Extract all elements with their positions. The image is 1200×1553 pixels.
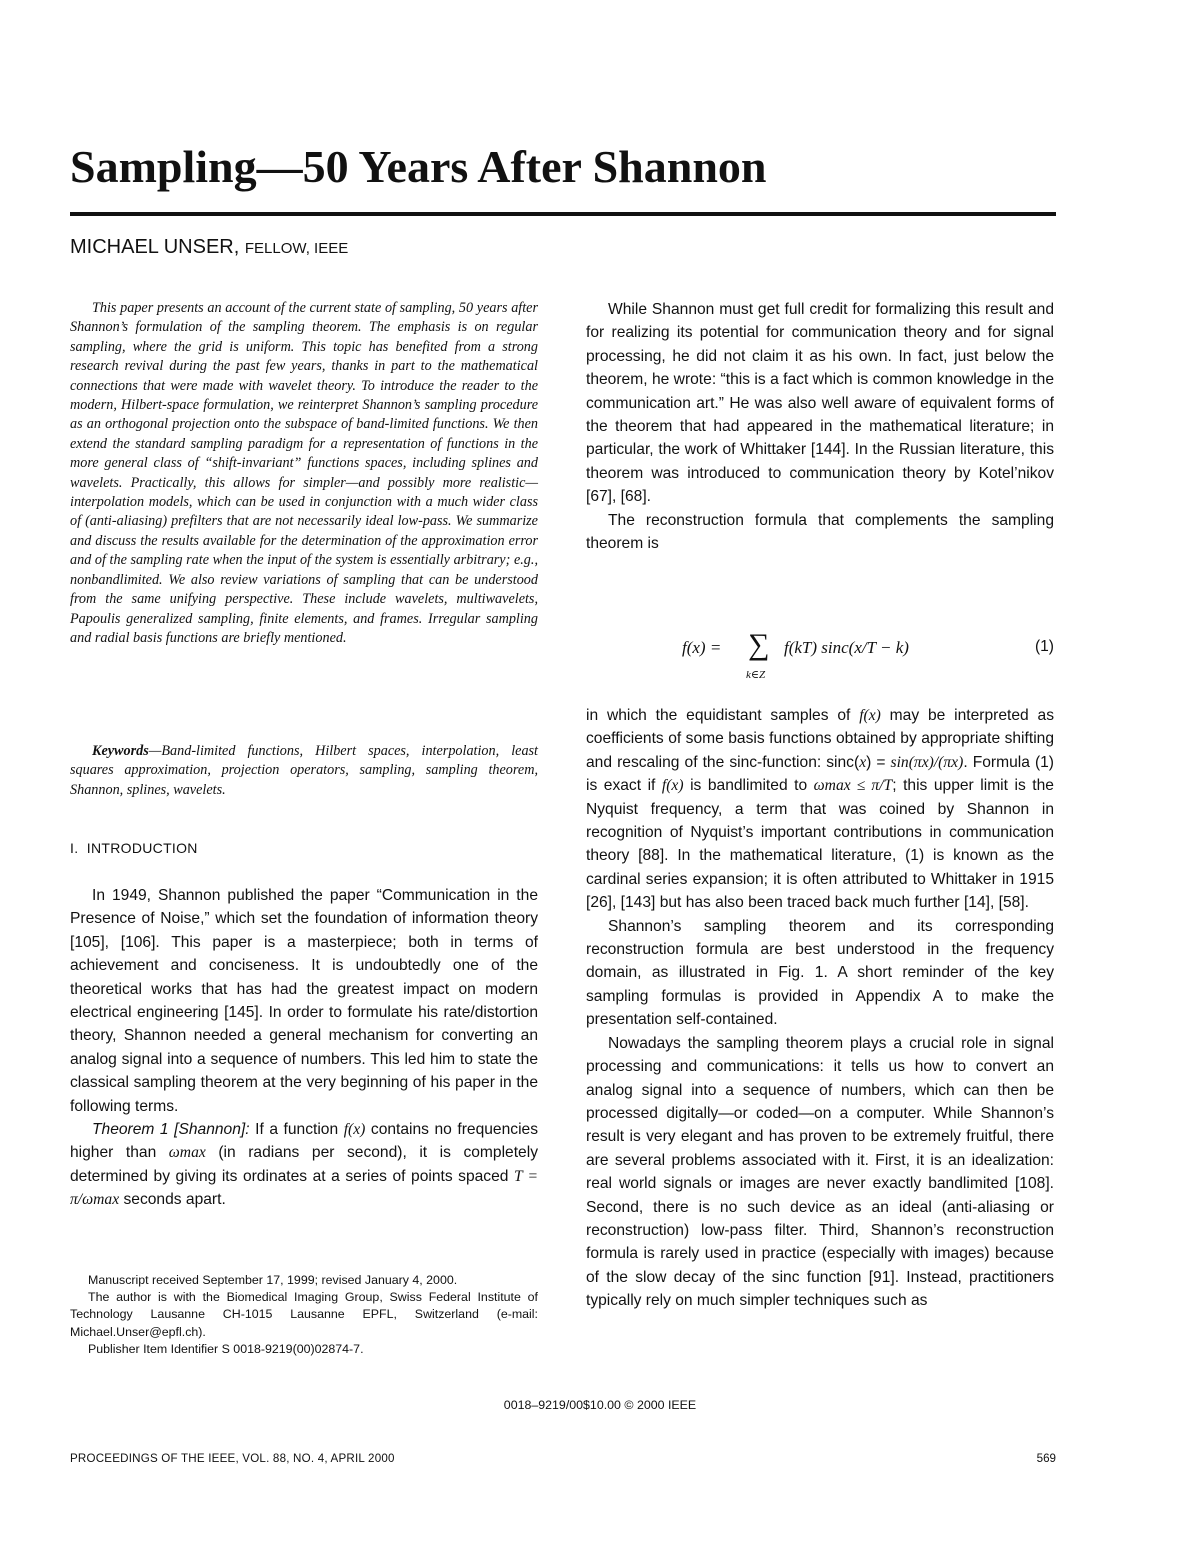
keywords-text: —Band-limited functions, Hilbert spaces, interpolation, least squares approximation, projection operators, sampling, sampling theorem, Shannon, splines, wavelets. <box>70 743 538 798</box>
theorem-text-c: (in radians per second), it is completely determined by giving its ordinates at a series of points spaced <box>70 1144 538 1185</box>
theorem-text-a: If a function <box>255 1121 339 1139</box>
paper-title: Sampling—50 Years After Shannon <box>70 141 767 192</box>
section-title: INTRODUCTION <box>86 840 198 856</box>
author-rank: FELLOW, IEEE <box>244 240 349 257</box>
footnote-publisher: Publisher Item Identifier S 0018-9219(00)02874-7. <box>88 1341 364 1356</box>
right-paragraph-2: The reconstruction formula that complements the sampling theorem is <box>586 511 1054 553</box>
journal-footer: PROCEEDINGS OF THE IEEE, VOL. 88, NO. 4, APRIL 2000 <box>70 1452 395 1465</box>
footnote-affiliation: The author is with the Biomedical Imaging Group, Swiss Federal Institute of Technology Lausanne CH-1015 Lausanne EPFL, Switzerland (e-mail: Michael.Unser@epfl.ch). <box>70 1290 538 1339</box>
equation-sub: k∈Z <box>746 669 766 681</box>
equation-rhs: f(kT) sinc(x/T − k) <box>784 638 909 657</box>
author-name: MICHAEL UNSER, <box>70 236 240 258</box>
right-paragraph-1: While Shannon must get full credit for formalizing this result and for realizing its potential for communication theory and for signal processing, he did not claim it as his own. In fact, just below the theorem, he wrote: “this is a fact which is common knowledge in the communication art.” He was also well aware of equivalent forms of the theorem that had appeared in the mathematical literature; in particular, the work of Whittaker [144]. In the Russian literature, this theorem was introduced to communication theory by Kotel’nikov [67], [68]. <box>586 301 1054 506</box>
keywords-label: Keywords <box>92 743 149 759</box>
section-heading <box>70 840 198 856</box>
author-line <box>70 236 348 259</box>
theorem-label: Theorem 1 [Shannon]: <box>92 1121 250 1139</box>
theorem-paragraph <box>70 1118 538 1212</box>
footnotes <box>70 1272 538 1358</box>
equation-number: (1) <box>1034 638 1054 655</box>
theorem-text-b: contains no frequencies higher than <box>70 1121 539 1162</box>
right-paragraph-4: Shannon’s sampling theorem and its corresponding reconstruction formula are best understood in the frequency domain, as illustrated in Fig. 1. A short reminder of the key sampling formulas is provided in Appendix A to make the presentation self-contained. <box>586 917 1054 1029</box>
theorem-fx: f(x) <box>343 1121 366 1139</box>
p3-w: ωmax ≤ π/T <box>813 777 893 795</box>
p3-text-e: is bandlimited to <box>690 777 808 795</box>
equation-1 <box>586 628 1054 690</box>
p3-text-d: . Formula (1) is exact if <box>586 753 1055 795</box>
footnote-manuscript: Manuscript received September 17, 1999; revised January 4, 2000. <box>88 1273 458 1287</box>
p3-fx: f(x) <box>859 707 881 724</box>
title-rule <box>70 212 1056 216</box>
theorem-text-d: seconds apart. <box>123 1191 226 1209</box>
p3-text-f: ; this upper limit is the Nyquist frequency, a term that was coined by Shannon in recognition of Nyquist’s important contributions in communication theory [88]. In the mathematical literature, (1) is known as the cardinal series expansion; it is often attributed to Whittaker in 1915 [26], [143] but has also been traced back much further [14], [58]. <box>586 777 1054 912</box>
right-paragraph-3 <box>586 704 1054 915</box>
page-number: 569 <box>1036 1452 1056 1465</box>
theorem-wmax: ωmax <box>168 1144 206 1162</box>
abstract: This paper presents an account of the current state of sampling, 50 years after Shannon’s formulation of the sampling theorem. The emphasis is on regular sampling, where the grid is uniform. This topic has benefited from a strong research revival during the past few years, thanks in part to the mathematical connections that were made with wavelet theory. To introduce the reader to the modern, Hilbert-space formulation, we reinterpret Shannon’s sampling procedure as an orthogonal projection onto the subspace of band-limited functions. We then extend the standard sampling paradigm for a representation of functions in the more general class of “shift-invariant” functions spaces, including splines and wavelets. Practically, this allows for simpler—and possibly more realistic—interpolation models, which can be used in conjunction with a much wider class of (anti-aliasing) prefilters that are not necessarily ideal low-pass. We summarize and discuss the results available for the determination of the approximation error and of the sampling rate when the input of the system is essentially arbitrary; e.g., nonbandlimited. We also review variations of sampling that can be understood from the same unifying perspective. These include wavelets, multiwavelets, Papoulis generalized sampling, finite elements, and frames. Irregular sampling and radial basis functions are briefly mentioned. <box>70 300 538 646</box>
p3-fx2: f(x) <box>661 777 684 795</box>
p3-text-b: may be interpreted as coefficients of some basis functions obtained by appropriate shifting and rescaling of the sinc-function: sinc( <box>586 707 1054 771</box>
keywords <box>70 742 538 800</box>
p3-text-a: in which the equidistant samples of <box>586 707 851 724</box>
right-paragraph-5: Nowadays the sampling theorem plays a crucial role in signal processing and communications: it tells us how to convert an analog signal into a sequence of numbers, which can then be processed digitally—or coded—on a computer. While Shannon’s result is very elegant and has proven to be extremely fruitful, there are several problems associated with it. First, it is an idealization: real world signals or images are never exactly bandlimited [108]. Second, there is no such device as an ideal (anti-aliasing or reconstruction) low-pass filter. Third, Shannon’s reconstruction formula is rarely used in practice (especially with images) because of the slow decay of the sinc function [91]. Instead, practitioners typically rely on much simpler techniques such as <box>586 1034 1054 1310</box>
p3-text-c: ) = <box>866 753 891 771</box>
intro-paragraph: In 1949, Shannon published the paper “Communication in the Presence of Noise,” which set the foundation of information theory [105], [106]. This paper is a masterpiece; both in terms of achievement and conciseness. It is undoubtedly one of the theoretical works that has had the greatest impact on modern electrical engineering [145]. In order to formulate his rate/distortion theory, Shannon needed a general mechanism for converting an analog signal into a sequence of numbers. This led him to state the classical sampling theorem at the very beginning of his paper in the following terms. <box>70 887 538 1115</box>
right-column-continued <box>586 704 1054 1313</box>
p3-sin: sin(πx)/(πx) <box>890 753 964 771</box>
copyright-line: 0018–9219/00$10.00 © 2000 IEEE <box>503 1398 697 1412</box>
equation-lhs: f(x) = <box>682 638 722 657</box>
equation-sigma: ∑ <box>748 628 770 661</box>
p3-x: x <box>859 753 867 771</box>
theorem-T: T = π/ωmax <box>70 1167 538 1209</box>
right-column <box>586 298 1054 555</box>
left-column <box>70 884 538 1212</box>
section-number: I. <box>70 840 79 856</box>
